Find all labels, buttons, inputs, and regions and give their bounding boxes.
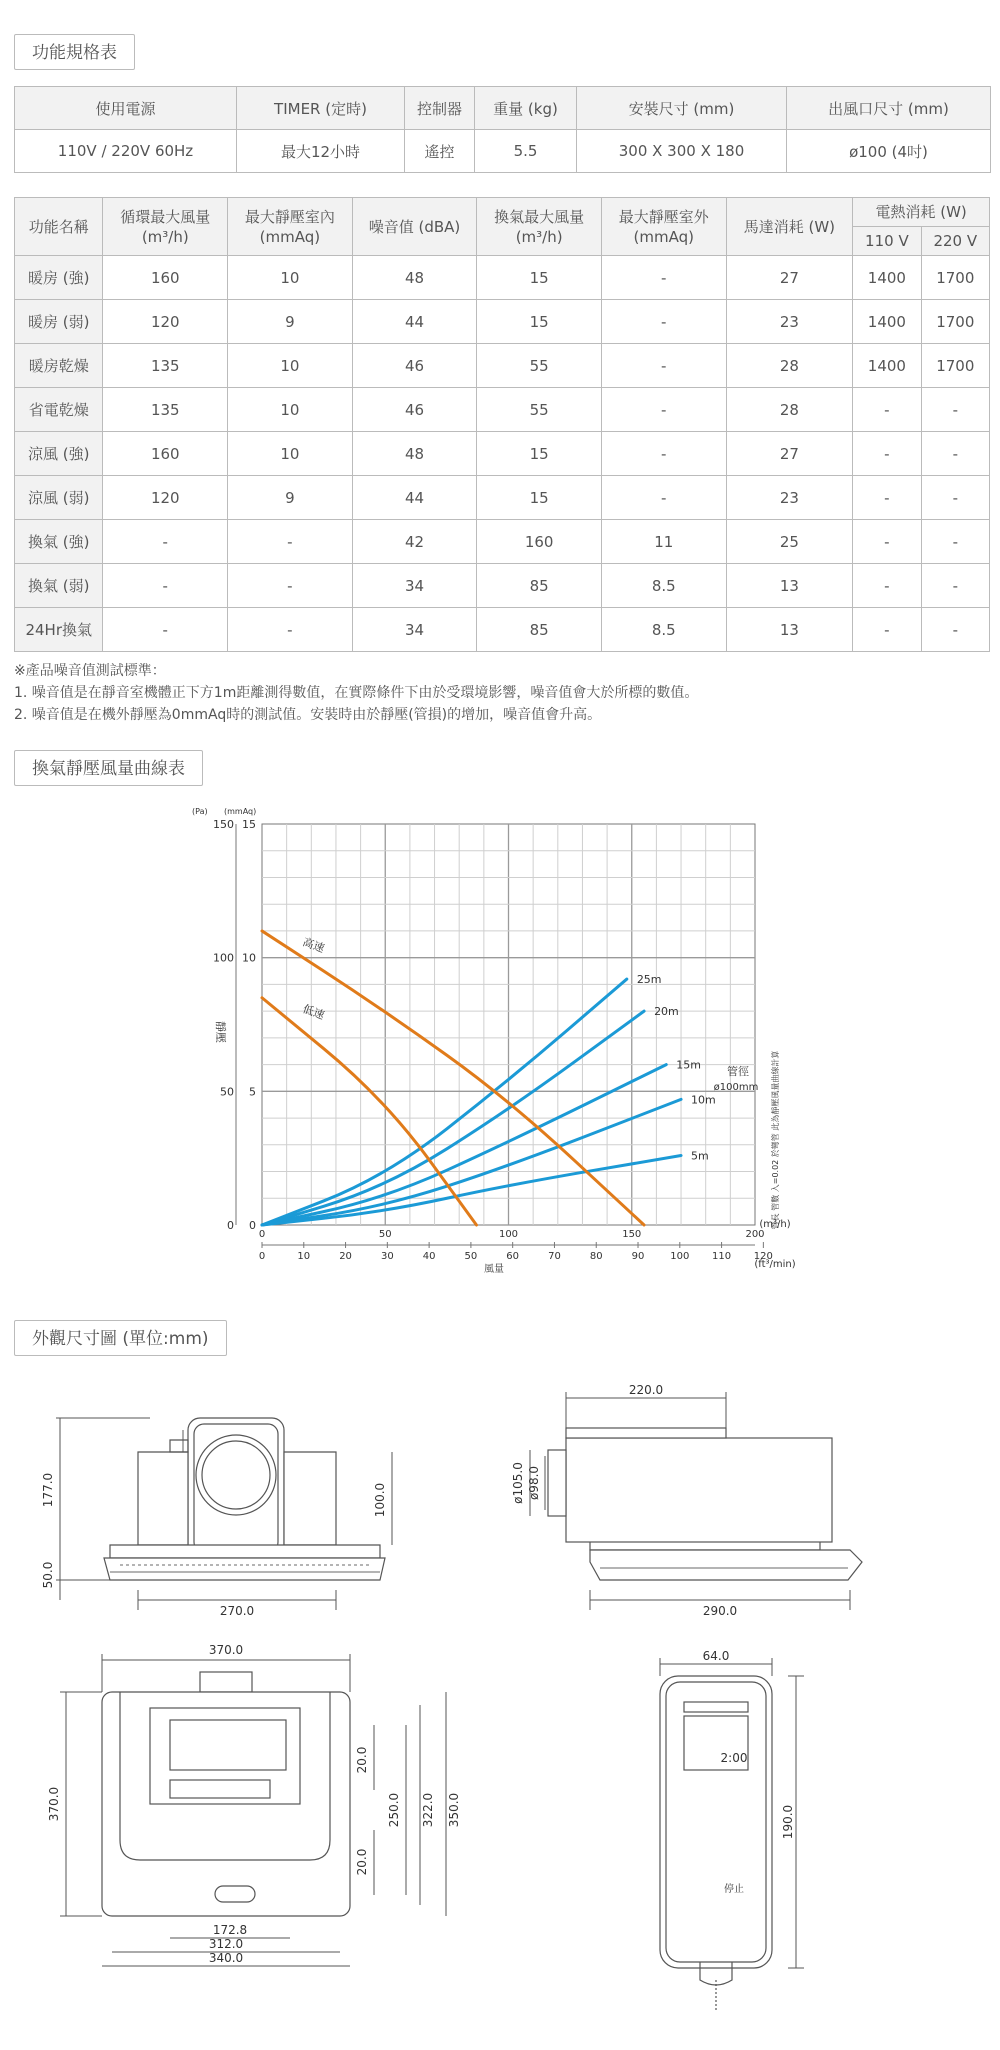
dim-remote-height: 190.0 — [781, 1804, 795, 1840]
header-110v: 110 V — [853, 227, 921, 256]
header-ventilation-flow: 換氣最大風量 (m³/h) — [477, 198, 602, 256]
table-cell: 15 — [477, 256, 602, 300]
table-cell: 160 — [103, 432, 228, 476]
table-cell: 1400 — [853, 344, 921, 388]
x-tick-label-ft3: 70 — [548, 1251, 561, 1262]
table-row — [15, 564, 990, 608]
table-row — [15, 476, 990, 520]
table-cell: 8.5 — [601, 564, 726, 608]
dim-bottom-v5: 350.0 — [447, 1792, 461, 1828]
table-cell: 9 — [228, 476, 353, 520]
table-cell: 135 — [103, 344, 228, 388]
table-cell: 25 — [726, 520, 853, 564]
table-cell: 10 — [228, 344, 353, 388]
duct-curve-label: 25m — [636, 973, 662, 987]
dim-bottom-top: 370.0 — [208, 1643, 244, 1657]
spec-header: 控制器 — [405, 87, 475, 130]
static-pressure-flow-chart — [0, 800, 1000, 1290]
header-function-name: 功能名稱 — [15, 198, 103, 256]
header-noise: 噪音值 (dBA) — [352, 198, 477, 256]
table-cell: 46 — [352, 344, 477, 388]
spec-header: 重量 (kg) — [475, 87, 577, 130]
table-cell: 34 — [352, 608, 477, 652]
spec-header: 使用電源 — [15, 87, 237, 130]
table-cell: 34 — [352, 564, 477, 608]
table-cell: - — [921, 520, 989, 564]
table-cell: - — [921, 388, 989, 432]
row-label: 涼風 (強) — [15, 432, 103, 476]
duct-curve-label: 10m — [691, 1093, 716, 1107]
note-title: ※產品噪音值測試標準： — [14, 663, 166, 679]
x-tick-label-m3: 100 — [498, 1229, 519, 1240]
table-cell: 15 — [477, 300, 602, 344]
table-cell: 48 — [352, 432, 477, 476]
duct-size-label: 管徑 — [727, 1065, 749, 1078]
table-cell: - — [853, 608, 921, 652]
dim-bottom-b2: 312.0 — [208, 1937, 244, 1951]
table-cell: 13 — [726, 564, 853, 608]
section-title-curve: 換氣靜壓風量曲線表 — [14, 750, 203, 786]
table-cell: - — [601, 432, 726, 476]
y-unit-pa: (Pa) — [192, 807, 208, 816]
table-row — [15, 388, 990, 432]
table-cell: - — [103, 564, 228, 608]
table-cell: - — [103, 608, 228, 652]
table-cell: - — [601, 388, 726, 432]
table-cell: 1400 — [853, 256, 921, 300]
x-tick-label-ft3: 10 — [297, 1251, 311, 1262]
table-cell: 55 — [477, 388, 602, 432]
table-cell: 15 — [477, 432, 602, 476]
function-table — [14, 197, 990, 652]
side-view-drawing — [548, 1428, 862, 1580]
note-1: 1. 噪音值是在靜音室機體正下方1m距離測得數值，在實際條件下由於受環境影響，噪音值會大於所標的數值。 — [14, 685, 699, 701]
row-label: 24Hr換氣 — [15, 608, 103, 652]
x-tick-label-ft3: 80 — [589, 1251, 603, 1262]
x-tick-label-m3: 0 — [258, 1229, 266, 1240]
table-cell: 85 — [477, 608, 602, 652]
table-cell: - — [601, 300, 726, 344]
fan-curve-label: 高速 — [300, 935, 327, 956]
spec-table — [14, 86, 991, 173]
table-cell: - — [601, 256, 726, 300]
x-tick-label-ft3: 50 — [464, 1251, 478, 1262]
spec-header: 出風口尺寸 (mm) — [787, 87, 991, 130]
x-tick-label-m3: 50 — [378, 1229, 392, 1240]
y-tick-label-mmaq: 15 — [242, 818, 256, 831]
table-cell: - — [103, 520, 228, 564]
table-cell: - — [921, 476, 989, 520]
table-cell: 10 — [228, 388, 353, 432]
fan-curve-label: 低速 — [300, 1002, 327, 1023]
table-cell: - — [921, 564, 989, 608]
table-cell: 135 — [103, 388, 228, 432]
header-static-pressure-outdoor: 最大靜壓室外 (mmAq) — [601, 198, 726, 256]
dim-bottom-v2: 20.0 — [355, 1848, 369, 1876]
table-cell: - — [853, 388, 921, 432]
table-cell: 28 — [726, 344, 853, 388]
table-cell: - — [853, 564, 921, 608]
dim-side-bottom: 290.0 — [702, 1604, 738, 1618]
remote-drawing — [660, 1676, 772, 2010]
table-row — [15, 256, 990, 300]
row-label: 暖房 (強) — [15, 256, 103, 300]
table-cell: 11 — [601, 520, 726, 564]
dim-side-d1: ø105.0 — [511, 1462, 525, 1504]
dim-remote-width: 64.0 — [702, 1649, 730, 1663]
y-unit-mmaq: (mmAq) — [224, 807, 257, 816]
x-tick-label-ft3: 20 — [339, 1251, 352, 1262]
table-row — [15, 344, 990, 388]
spec-value: 110V / 220V 60Hz — [15, 130, 237, 173]
dim-side-top: 220.0 — [628, 1383, 664, 1397]
dim-bottom-left: 370.0 — [47, 1786, 61, 1822]
x-unit-m3: (m³/h) — [759, 1219, 791, 1230]
table-cell: 44 — [352, 476, 477, 520]
table-cell: 9 — [228, 300, 353, 344]
duct-curve-label: 20m — [654, 1005, 679, 1019]
table-cell: 46 — [352, 388, 477, 432]
x-axis-label: 風量 — [484, 1264, 504, 1275]
bottom-view-drawing — [102, 1672, 350, 1916]
row-label: 暖房乾燥 — [15, 344, 103, 388]
y-tick-label-pa: 100 — [213, 951, 234, 965]
table-cell: - — [601, 344, 726, 388]
table-cell: - — [921, 432, 989, 476]
x-tick-label-ft3: 60 — [506, 1251, 520, 1262]
y-tick-label-pa: 0 — [227, 1219, 234, 1232]
dim-front-flange: 50.0 — [41, 1561, 55, 1589]
table-cell: 28 — [726, 388, 853, 432]
spec-value: 最大12小時 — [237, 130, 405, 173]
table-cell: 15 — [477, 476, 602, 520]
dim-front-width: 270.0 — [219, 1604, 255, 1618]
table-cell: 27 — [726, 432, 853, 476]
dim-bottom-v1: 20.0 — [355, 1746, 369, 1774]
table-row — [15, 300, 990, 344]
duct-size-value: ø100mm — [713, 1082, 759, 1093]
x-tick-label-m3: 200 — [745, 1229, 765, 1240]
spec-value: ø100 (4吋) — [787, 130, 991, 173]
table-cell: 27 — [726, 256, 853, 300]
table-cell: 55 — [477, 344, 602, 388]
header-static-pressure-indoor: 最大靜壓室內 (mmAq) — [228, 198, 353, 256]
header-heater-power: 電熱消耗 (W) — [853, 198, 990, 227]
remote-display-time: 2:00 — [720, 1751, 748, 1765]
note-2: 2. 噪音值是在機外靜壓為0mmAq時的測試值。安裝時由於靜壓(管損)的增加，噪音值會升高。 — [14, 707, 602, 723]
section-title-spec: 功能規格表 — [14, 34, 135, 70]
table-cell: - — [601, 476, 726, 520]
x-tick-label-ft3: 40 — [422, 1251, 436, 1262]
side-note: 管長 管數 入=0.02 於彎管 此為靜壓風量曲線計算 — [771, 1050, 780, 1230]
dim-bottom-v4: 322.0 — [421, 1792, 435, 1828]
x-tick-label-ft3: 30 — [380, 1251, 394, 1262]
table-cell: 13 — [726, 608, 853, 652]
dim-bottom-b3: 340.0 — [208, 1951, 244, 1965]
table-cell: 160 — [477, 520, 602, 564]
table-row — [15, 520, 990, 564]
spec-value: 5.5 — [475, 130, 577, 173]
table-cell: 1700 — [921, 256, 989, 300]
table-cell: 85 — [477, 564, 602, 608]
table-cell: 42 — [352, 520, 477, 564]
x-tick-label-ft3: 90 — [631, 1251, 645, 1262]
row-label: 換氣 (弱) — [15, 564, 103, 608]
x-tick-label-ft3: 100 — [670, 1251, 690, 1262]
table-cell: 160 — [103, 256, 228, 300]
table-cell: 48 — [352, 256, 477, 300]
table-cell: - — [921, 608, 989, 652]
table-cell: - — [228, 520, 353, 564]
table-cell: - — [853, 432, 921, 476]
x-tick-label-ft3: 110 — [712, 1251, 732, 1262]
x-tick-label-ft3: 120 — [753, 1251, 773, 1262]
dim-bottom-b1: 172.8 — [212, 1923, 248, 1937]
header-220v: 220 V — [921, 227, 989, 256]
table-row — [15, 432, 990, 476]
y-tick-label-mmaq: 5 — [249, 1085, 256, 1099]
table-cell: 1400 — [853, 300, 921, 344]
spec-value: 遙控 — [405, 130, 475, 173]
table-cell: 8.5 — [601, 608, 726, 652]
table-cell: 23 — [726, 476, 853, 520]
y-tick-label-mmaq: 10 — [242, 951, 256, 965]
table-cell: - — [853, 520, 921, 564]
x-tick-label-ft3: 0 — [258, 1251, 266, 1262]
table-cell: 120 — [103, 300, 228, 344]
table-cell: 10 — [228, 256, 353, 300]
remote-stop-button-label: 停止 — [724, 1884, 744, 1895]
y-tick-label-pa: 50 — [220, 1085, 234, 1099]
table-cell: 10 — [228, 432, 353, 476]
y-tick-label-pa: 150 — [213, 818, 234, 831]
row-label: 暖房 (弱) — [15, 300, 103, 344]
section-title-dimensions: 外觀尺寸圖 (單位:mm) — [14, 1320, 227, 1356]
dim-side-d2: ø98.0 — [527, 1465, 541, 1501]
x-unit-ft3: (ft³/min) — [754, 1259, 796, 1270]
y-axis-label: 靜壓 — [214, 1021, 227, 1043]
table-cell: - — [853, 476, 921, 520]
table-cell: 1700 — [921, 300, 989, 344]
dim-front-height: 177.0 — [41, 1472, 55, 1508]
spec-header: 安裝尺寸 (mm) — [577, 87, 787, 130]
table-row — [15, 608, 990, 652]
front-view-drawing — [104, 1418, 385, 1580]
duct-curve-label: 15m — [676, 1058, 701, 1072]
table-cell: - — [228, 564, 353, 608]
table-cell: 120 — [103, 476, 228, 520]
row-label: 涼風 (弱) — [15, 476, 103, 520]
x-tick-label-m3: 150 — [622, 1229, 642, 1240]
header-circulation-flow: 循環最大風量 (m³/h) — [103, 198, 228, 256]
spec-header: TIMER (定時) — [237, 87, 405, 130]
dimension-drawings — [0, 1370, 1000, 2050]
table-cell: 23 — [726, 300, 853, 344]
table-cell: - — [228, 608, 353, 652]
table-cell: 44 — [352, 300, 477, 344]
header-motor-power: 馬達消耗 (W) — [726, 198, 853, 256]
dim-front-inner: 100.0 — [373, 1482, 387, 1518]
table-cell: 1700 — [921, 344, 989, 388]
y-tick-label-mmaq: 0 — [249, 1219, 256, 1232]
row-label: 省電乾燥 — [15, 388, 103, 432]
dim-bottom-v3: 250.0 — [387, 1792, 401, 1828]
spec-value: 300 X 300 X 180 — [577, 130, 787, 173]
duct-curve-label: 5m — [691, 1149, 709, 1163]
row-label: 換氣 (強) — [15, 520, 103, 564]
noise-notes — [14, 660, 698, 726]
